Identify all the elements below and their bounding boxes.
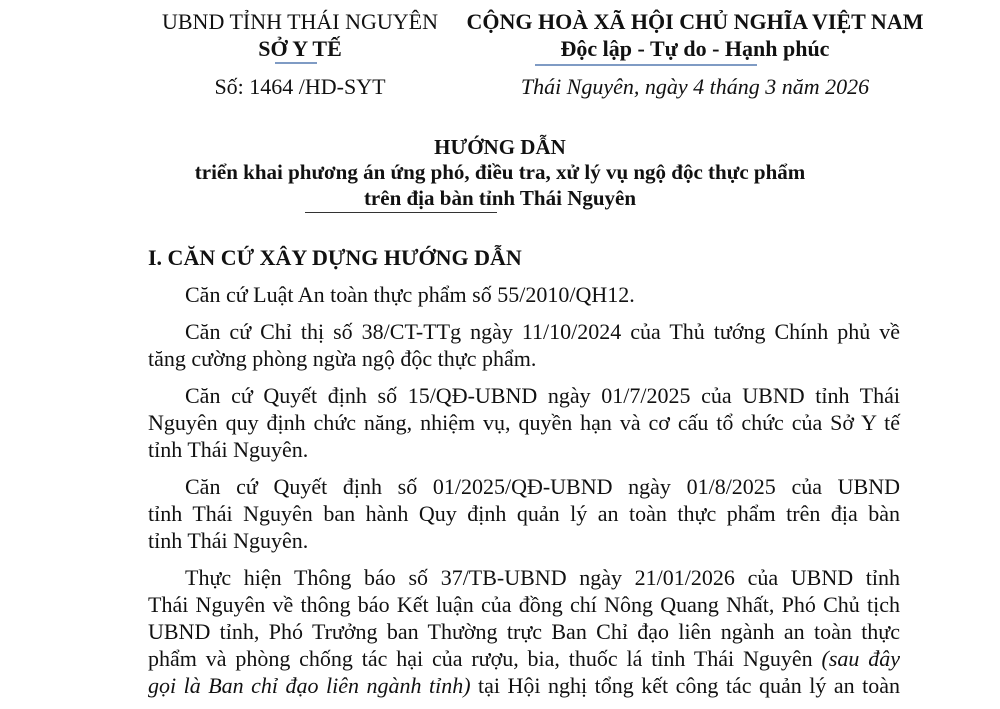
line-italic-text: gọi là Ban chỉ đạo liên ngành tỉnh) [148, 673, 471, 698]
paragraph-line: tăng cường phòng ngừa ngộ độc thực phẩm. [148, 346, 537, 371]
paragraph-line: tỉnh Thái Nguyên. [148, 437, 309, 462]
paragraph [148, 318, 900, 372]
paragraph-line: Căn cứ Luật An toàn thực phẩm số 55/2010/QH12. [185, 282, 635, 307]
motto-underline [535, 64, 757, 66]
document-type: HƯỚNG DẪN [434, 135, 566, 159]
paragraph-line: Nguyên quy định chức năng, nhiệm vụ, quyền hạn và cơ cấu tổ chức của Sở Y tế [148, 410, 900, 435]
line-text: tại Hội nghị tổng kết công tác quản lý an toàn [470, 673, 900, 698]
line-text: phẩm và phòng chống tác hại của rượu, bia, thuốc lá tỉnh Thái Nguyên [148, 646, 813, 671]
document-subject-line2: trên địa bàn tỉnh Thái Nguyên [363, 186, 637, 210]
paragraph-line: tỉnh Thái Nguyên ban hành Quy định quản lý an toàn thực phẩm trên địa bàn [148, 501, 900, 526]
paragraph-line: Căn cứ Chỉ thị số 38/CT-TTg ngày 11/10/2024 của Thủ tướng Chính phủ về [185, 319, 900, 344]
paragraph-line: Thực hiện Thông báo số 37/TB-UBND ngày 21/01/2026 của UBND tỉnh [185, 565, 900, 590]
section-1 [148, 244, 900, 709]
nation-name: CỘNG HOÀ XÃ HỘI CHỦ NGHĨA VIỆT NAM [466, 9, 924, 34]
agency-name: SỞ Y TẾ [258, 36, 342, 61]
paragraph [148, 473, 900, 554]
paragraph [148, 382, 900, 463]
paragraph-line: tỉnh Thái Nguyên. [148, 528, 309, 553]
paragraph-line: Thái Nguyên về thông báo Kết luận của đồng chí Nông Quang Nhất, Phó Chủ tịch [148, 592, 900, 617]
paragraph [148, 281, 900, 308]
document-subject-line1: triển khai phương án ứng phó, điều tra, xử lý vụ ngộ độc thực phẩm [194, 160, 806, 184]
paragraph-line: Căn cứ Quyết định số 01/2025/QĐ-UBND ngày 01/8/2025 của UBND [185, 474, 900, 499]
place-date: Thái Nguyên, ngày 4 tháng 3 năm 2026 [520, 74, 870, 99]
paragraph-line: UBND tỉnh, Phó Trưởng ban Thường trực Ban Chỉ đạo liên ngành an toàn thực [148, 619, 900, 644]
paragraph [148, 564, 900, 699]
paragraph-line [148, 672, 900, 699]
line-italic-text: (sau đây [821, 646, 901, 671]
section-heading: I. CĂN CỨ XÂY DỰNG HƯỚNG DẪN [148, 245, 522, 270]
paragraph-line [148, 645, 900, 672]
title-underline [305, 212, 497, 213]
agency-parent: UBND TỈNH THÁI NGUYÊN [162, 9, 438, 34]
paragraph-line: Căn cứ Quyết định số 15/QĐ-UBND ngày 01/7/2025 của UBND tỉnh Thái [185, 383, 900, 408]
document-number: Số: 1464 /HD-SYT [214, 74, 386, 99]
agency-underline [275, 62, 317, 64]
national-motto: Độc lập - Tự do - Hạnh phúc [560, 36, 830, 61]
